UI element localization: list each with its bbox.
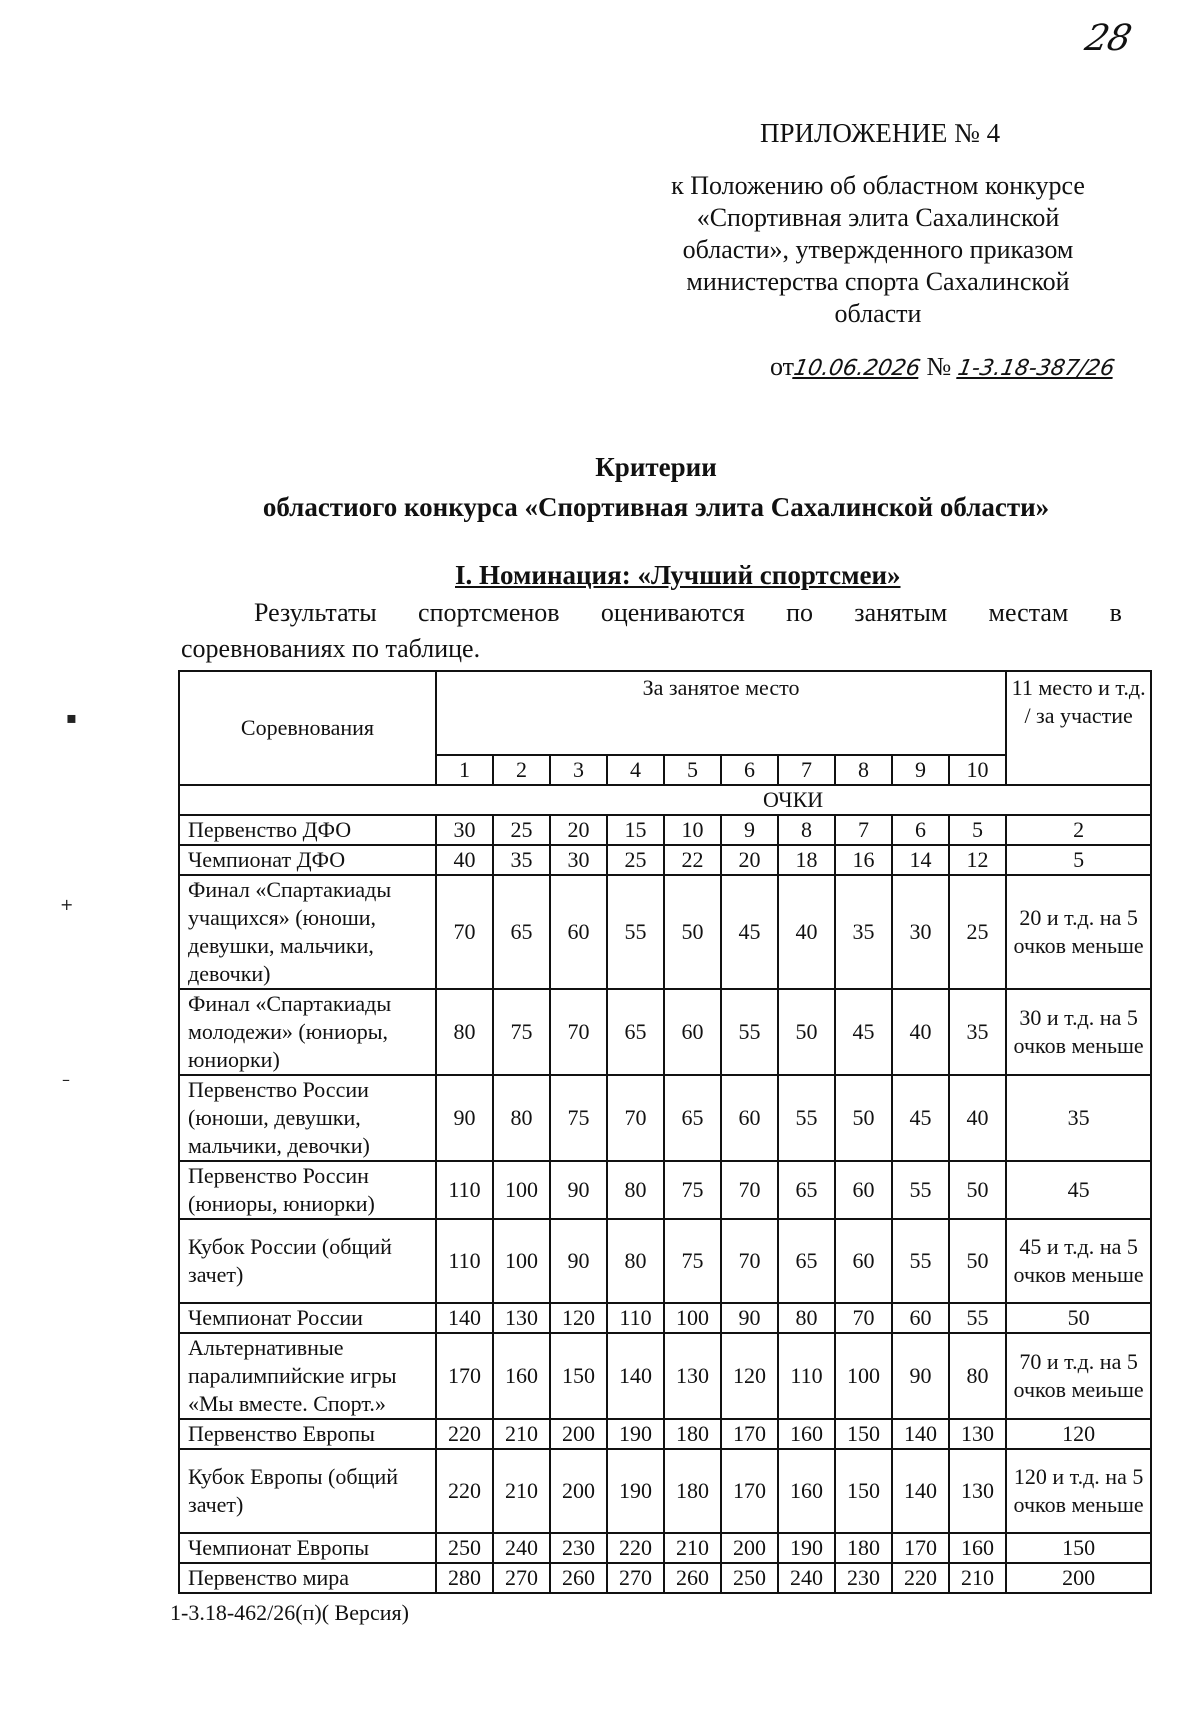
appendix-line: области», утвержденного приказом <box>682 235 1074 264</box>
points-cell: 270 <box>493 1563 550 1593</box>
points-cell: 140 <box>892 1419 949 1449</box>
intro-line-1 <box>254 598 1122 628</box>
points-cell: 200 <box>550 1449 607 1533</box>
points-cell: 70 <box>550 989 607 1075</box>
points-cell: 170 <box>892 1533 949 1563</box>
competition-name: Кубок Европы (общий зачет) <box>179 1449 436 1533</box>
points-cell: 70 <box>436 875 493 989</box>
points-cell: 100 <box>493 1161 550 1219</box>
points-cell: 90 <box>721 1303 778 1333</box>
points-cell: 60 <box>892 1303 949 1333</box>
points-cell: 20 <box>721 845 778 875</box>
points-cell: 80 <box>607 1161 664 1219</box>
competition-name: Первенство ДФО <box>179 815 436 845</box>
points-cell: 70 <box>721 1161 778 1219</box>
competition-name: Кубок России (общий зачет) <box>179 1219 436 1303</box>
place-cell: 7 <box>778 755 835 785</box>
points-cell: 90 <box>892 1333 949 1419</box>
points-cell: 60 <box>664 989 721 1075</box>
points-cell: 230 <box>835 1563 892 1593</box>
points-label-spacer <box>179 785 436 815</box>
points-cell: 80 <box>778 1303 835 1333</box>
place-cell: 9 <box>892 755 949 785</box>
points-cell: 30 <box>892 875 949 989</box>
points-cell: 65 <box>778 1219 835 1303</box>
points-cell: 150 <box>550 1333 607 1419</box>
points-cell: 60 <box>550 875 607 989</box>
scan-mark: + <box>60 895 74 914</box>
points-cell: 80 <box>949 1333 1006 1419</box>
points-cell: 40 <box>436 845 493 875</box>
order-number: 1-3.18-387/26 <box>955 356 1117 381</box>
table-row <box>179 1563 1151 1593</box>
points-cell: 220 <box>436 1449 493 1533</box>
points-cell: 110 <box>607 1303 664 1333</box>
points-cell: 240 <box>493 1533 550 1563</box>
points-cell: 160 <box>493 1333 550 1419</box>
competition-name: Первенство Европы <box>179 1419 436 1449</box>
points-cell: 45 <box>892 1075 949 1161</box>
points-cell: 190 <box>607 1419 664 1449</box>
table-row <box>179 1419 1151 1449</box>
points-cell: 80 <box>607 1219 664 1303</box>
points-cell: 270 <box>607 1563 664 1593</box>
table-row <box>179 1303 1151 1333</box>
points-cell: 220 <box>607 1533 664 1563</box>
points-cell: 230 <box>550 1533 607 1563</box>
points-cell: 100 <box>493 1219 550 1303</box>
intro-word: оцениваются <box>600 598 745 627</box>
place-cell: 10 <box>949 755 1006 785</box>
criteria-title: Критерии <box>595 452 717 482</box>
last-place-points: 150 <box>1006 1533 1151 1563</box>
footer-code: 1-3.18-462/26(п)( Версия) <box>170 1600 409 1625</box>
points-cell: 50 <box>664 875 721 989</box>
table-row <box>179 1161 1151 1219</box>
points-cell: 40 <box>778 875 835 989</box>
points-label: ОЧКИ <box>436 785 1151 815</box>
points-cell: 200 <box>550 1419 607 1449</box>
points-cell: 170 <box>721 1449 778 1533</box>
points-cell: 160 <box>778 1449 835 1533</box>
points-cell: 190 <box>607 1449 664 1533</box>
points-cell: 250 <box>436 1533 493 1563</box>
points-cell: 220 <box>892 1563 949 1593</box>
points-cell: 50 <box>835 1075 892 1161</box>
points-cell: 130 <box>949 1419 1006 1449</box>
points-cell: 80 <box>436 989 493 1075</box>
appendix-line: министерства спорта Сахалинской <box>686 267 1070 296</box>
points-cell: 55 <box>721 989 778 1075</box>
points-cell: 210 <box>664 1533 721 1563</box>
points-cell: 100 <box>835 1333 892 1419</box>
points-cell: 90 <box>550 1219 607 1303</box>
points-cell: 60 <box>835 1161 892 1219</box>
points-cell: 35 <box>949 989 1006 1075</box>
points-cell: 55 <box>778 1075 835 1161</box>
points-cell: 110 <box>778 1333 835 1419</box>
header-last-place: 11 место и т.д. / за участие <box>1006 671 1151 785</box>
points-cell: 50 <box>949 1161 1006 1219</box>
points-cell: 210 <box>493 1419 550 1449</box>
table-row <box>179 875 1151 989</box>
points-cell: 9 <box>721 815 778 845</box>
last-place-points: 120 <box>1006 1419 1151 1449</box>
competition-name: Альтернативные паралимпийские игры «Мы вместе. Спорт.» <box>179 1333 436 1419</box>
points-cell: 60 <box>835 1219 892 1303</box>
table-row <box>179 1219 1151 1303</box>
intro-word: Результаты <box>254 598 377 627</box>
points-cell: 22 <box>664 845 721 875</box>
table-body <box>179 815 1151 1593</box>
intro-line-2: соревнованиях по таблице. <box>181 634 481 663</box>
points-cell: 200 <box>721 1533 778 1563</box>
place-cell: 3 <box>550 755 607 785</box>
points-cell: 40 <box>949 1075 1006 1161</box>
points-cell: 90 <box>436 1075 493 1161</box>
points-cell: 8 <box>778 815 835 845</box>
last-place-points: 5 <box>1006 845 1151 875</box>
scan-mark: – <box>62 1070 70 1089</box>
place-cell: 8 <box>835 755 892 785</box>
points-cell: 150 <box>835 1419 892 1449</box>
points-cell: 130 <box>949 1449 1006 1533</box>
intro-word: местам <box>988 598 1069 627</box>
points-cell: 110 <box>436 1219 493 1303</box>
points-cell: 65 <box>664 1075 721 1161</box>
place-cell: 1 <box>436 755 493 785</box>
points-cell: 60 <box>721 1075 778 1161</box>
points-cell: 160 <box>949 1533 1006 1563</box>
points-cell: 18 <box>778 845 835 875</box>
place-cell: 4 <box>607 755 664 785</box>
table-row <box>179 1333 1151 1419</box>
points-cell: 140 <box>892 1449 949 1533</box>
points-cell: 150 <box>835 1449 892 1533</box>
points-cell: 55 <box>949 1303 1006 1333</box>
points-cell: 25 <box>607 845 664 875</box>
points-cell: 120 <box>721 1333 778 1419</box>
last-place-points: 2 <box>1006 815 1151 845</box>
last-place-points: 200 <box>1006 1563 1151 1593</box>
table-row <box>179 1533 1151 1563</box>
appendix-line: «Спортивная элита Сахалинской <box>696 203 1060 232</box>
points-cell: 75 <box>493 989 550 1075</box>
points-cell: 70 <box>721 1219 778 1303</box>
table-row <box>179 845 1151 875</box>
competition-name: Первенство мира <box>179 1563 436 1593</box>
page-number: 28 <box>1081 18 1135 59</box>
points-cell: 75 <box>550 1075 607 1161</box>
points-cell: 80 <box>493 1075 550 1161</box>
points-cell: 65 <box>778 1161 835 1219</box>
points-cell: 45 <box>835 989 892 1075</box>
points-cell: 140 <box>607 1333 664 1419</box>
points-cell: 210 <box>949 1563 1006 1593</box>
points-cell: 170 <box>436 1333 493 1419</box>
points-cell: 90 <box>550 1161 607 1219</box>
order-date: 10.06.2026 <box>791 356 923 381</box>
points-cell: 55 <box>892 1219 949 1303</box>
points-cell: 210 <box>493 1449 550 1533</box>
last-place-points: 30 и т.д. на 5 очков меньше <box>1006 989 1151 1075</box>
intro-word: занятым <box>854 598 948 627</box>
place-cell: 6 <box>721 755 778 785</box>
points-cell: 70 <box>835 1303 892 1333</box>
appendix-text <box>648 170 1108 330</box>
table-row <box>179 989 1151 1075</box>
points-cell: 280 <box>436 1563 493 1593</box>
points-cell: 5 <box>949 815 1006 845</box>
table-row <box>179 1449 1151 1533</box>
scan-mark: ▪ <box>66 708 77 727</box>
header-competition: Соревнования <box>179 671 436 785</box>
last-place-points: 45 <box>1006 1161 1151 1219</box>
points-cell: 10 <box>664 815 721 845</box>
points-cell: 250 <box>721 1563 778 1593</box>
points-cell: 25 <box>949 875 1006 989</box>
points-cell: 140 <box>436 1303 493 1333</box>
nomination-title: I. Номинация: «Лучший спортсмеи» <box>455 560 901 590</box>
last-place-points: 50 <box>1006 1303 1151 1333</box>
points-cell: 240 <box>778 1563 835 1593</box>
points-cell: 35 <box>835 875 892 989</box>
competition-name: Чемпионат России <box>179 1303 436 1333</box>
order-prefix: от <box>770 352 795 381</box>
place-cell: 5 <box>664 755 721 785</box>
points-cell: 16 <box>835 845 892 875</box>
table-row <box>179 1075 1151 1161</box>
appendix-line: области <box>834 299 922 328</box>
points-cell: 50 <box>778 989 835 1075</box>
points-cell: 180 <box>664 1449 721 1533</box>
points-cell: 25 <box>493 815 550 845</box>
points-cell: 110 <box>436 1161 493 1219</box>
points-cell: 40 <box>892 989 949 1075</box>
place-cell: 2 <box>493 755 550 785</box>
last-place-points: 120 и т.д. на 5 очков меньше <box>1006 1449 1151 1533</box>
points-cell: 45 <box>721 875 778 989</box>
last-place-points: 35 <box>1006 1075 1151 1161</box>
criteria-table <box>178 670 1152 1594</box>
points-cell: 170 <box>721 1419 778 1449</box>
points-cell: 220 <box>436 1419 493 1449</box>
points-cell: 260 <box>664 1563 721 1593</box>
points-cell: 160 <box>778 1419 835 1449</box>
points-cell: 75 <box>664 1219 721 1303</box>
points-cell: 14 <box>892 845 949 875</box>
points-cell: 55 <box>607 875 664 989</box>
points-cell: 180 <box>664 1419 721 1449</box>
competition-name: Финал «Спартакиады учащихся» (юноши, девушки, мальчики, девочки) <box>179 875 436 989</box>
points-cell: 190 <box>778 1533 835 1563</box>
table-row <box>179 815 1151 845</box>
points-cell: 30 <box>550 845 607 875</box>
table-head <box>179 671 1151 815</box>
points-cell: 260 <box>550 1563 607 1593</box>
points-cell: 20 <box>550 815 607 845</box>
points-cell: 55 <box>892 1161 949 1219</box>
order-number-label: № <box>926 352 952 381</box>
points-cell: 75 <box>664 1161 721 1219</box>
points-cell: 65 <box>493 875 550 989</box>
points-cell: 35 <box>493 845 550 875</box>
last-place-points: 70 и т.д. на 5 очков меиьше <box>1006 1333 1151 1419</box>
points-cell: 12 <box>949 845 1006 875</box>
points-cell: 65 <box>607 989 664 1075</box>
points-cell: 70 <box>607 1075 664 1161</box>
points-cell: 30 <box>436 815 493 845</box>
intro-word: в <box>1109 598 1122 627</box>
competition-name: Чемпионат ДФО <box>179 845 436 875</box>
appendix-title: ПРИЛОЖЕНИЕ № 4 <box>760 118 1001 148</box>
order-line <box>770 352 1117 382</box>
last-place-points: 20 и т.д. на 5 очков меньше <box>1006 875 1151 989</box>
points-cell: 100 <box>664 1303 721 1333</box>
points-cell: 120 <box>550 1303 607 1333</box>
intro-word: по <box>786 598 814 627</box>
points-cell: 180 <box>835 1533 892 1563</box>
points-cell: 7 <box>835 815 892 845</box>
points-cell: 15 <box>607 815 664 845</box>
points-cell: 50 <box>949 1219 1006 1303</box>
competition-name: Финал «Спартакиады молодежи» (юниоры, юниорки) <box>179 989 436 1075</box>
appendix-line: к Положению об областном конкурсе <box>671 171 1085 200</box>
criteria-subtitle: областиого конкурса «Спортивная элита Сахалинской области» <box>262 492 1050 522</box>
competition-name: Чемпионат Европы <box>179 1533 436 1563</box>
competition-name: Первенство Россин (юниоры, юниорки) <box>179 1161 436 1219</box>
intro-word: спортсменов <box>418 598 560 627</box>
points-cell: 6 <box>892 815 949 845</box>
points-cell: 130 <box>664 1333 721 1419</box>
competition-name: Первенство России (юноши, девушки, мальчики, девочки) <box>179 1075 436 1161</box>
points-cell: 130 <box>493 1303 550 1333</box>
header-place: За занятое место <box>436 671 1006 755</box>
last-place-points: 45 и т.д. на 5 очков меньше <box>1006 1219 1151 1303</box>
